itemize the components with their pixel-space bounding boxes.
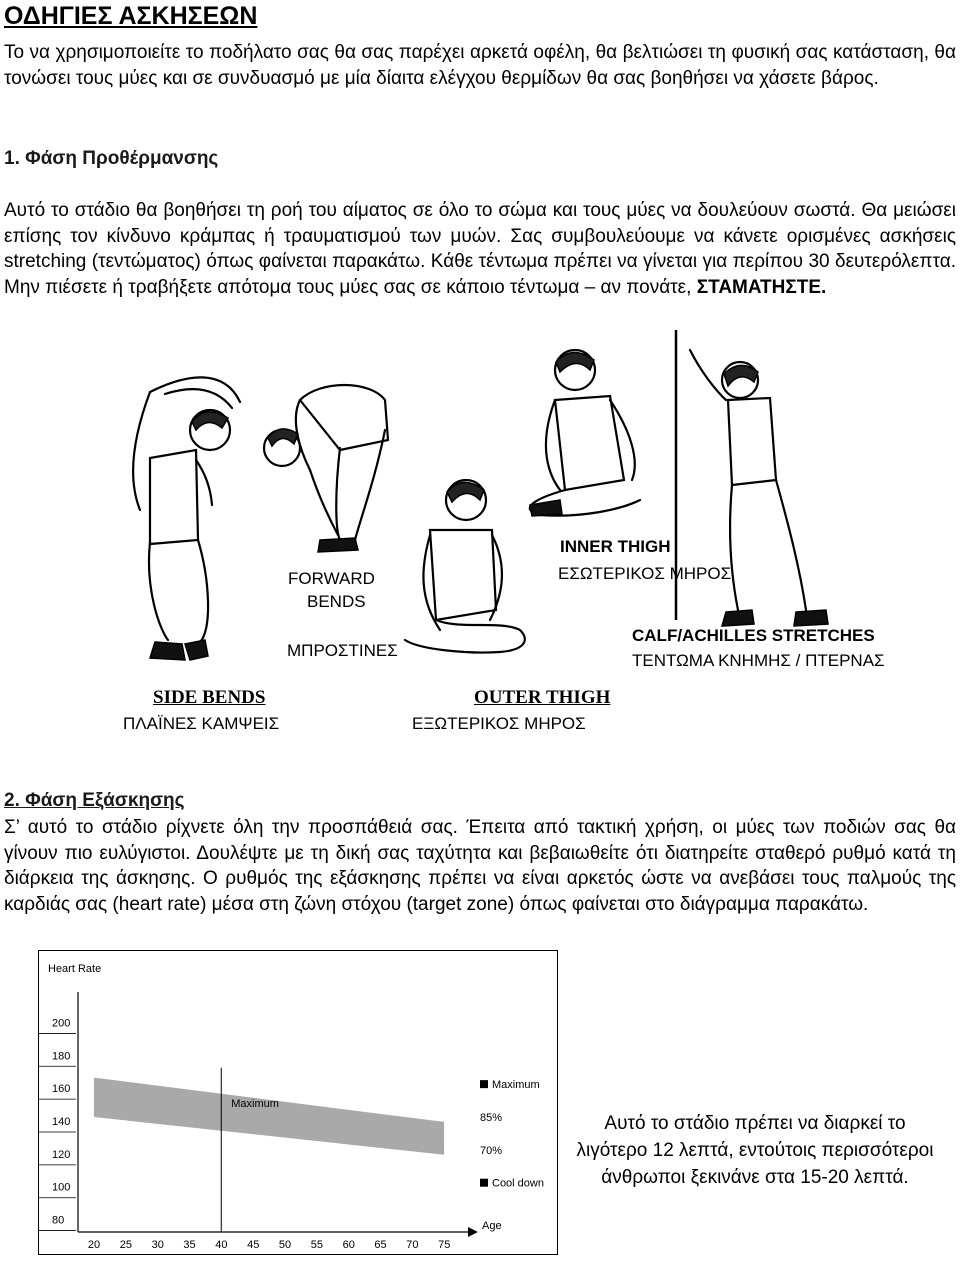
chart-y-tick: 200 bbox=[52, 1017, 71, 1030]
inner-thigh-gr: ΕΣΩΤΕΡΙΚΟΣ ΜΗΡΟΣ bbox=[558, 564, 732, 583]
chart-x-tick: 65 bbox=[374, 1239, 387, 1251]
side-bends-gr: ΠΛΑΪΝΕΣ ΚΑΜΨΕΙΣ bbox=[123, 714, 280, 733]
outer-thigh-en: OUTER THIGH bbox=[474, 687, 611, 708]
chart-x-tick: 25 bbox=[119, 1239, 132, 1251]
chart-y-tick: 80 bbox=[52, 1214, 65, 1227]
forward-bends-gr: ΜΠΡΟΣΤΙΝΕΣ bbox=[287, 641, 398, 660]
heart-rate-chart bbox=[38, 950, 558, 1255]
chart-x-tick: 50 bbox=[278, 1239, 292, 1251]
chart-x-tick: 30 bbox=[151, 1239, 164, 1251]
chart-x-label: Age bbox=[482, 1220, 502, 1232]
legend-cool-marker bbox=[480, 1179, 488, 1187]
chart-y-tick: 100 bbox=[52, 1181, 71, 1194]
calf-stretch-en: CALF/ACHILLES STRETCHES bbox=[632, 626, 875, 645]
side-bends-en: SIDE BENDS bbox=[153, 687, 266, 708]
chart-x-tick: 20 bbox=[87, 1239, 101, 1251]
legend-85-label: 85% bbox=[480, 1112, 503, 1124]
legend-cool-label: Cool down bbox=[492, 1177, 544, 1190]
chart-x-tick: 40 bbox=[215, 1239, 228, 1251]
chart-x-tick: 70 bbox=[406, 1239, 419, 1251]
page-title: ΟΔΗΓΙΕΣ ΑΣΚΗΣΕΩΝ bbox=[4, 2, 258, 30]
forward-bends-en-line1: FORWARD bbox=[288, 569, 375, 588]
warmup-stop-text: ΣΤΑΜΑΤΗΣΤΕ. bbox=[696, 276, 827, 298]
legend-max-label: Maximum bbox=[492, 1079, 540, 1092]
chart-x-tick: 75 bbox=[438, 1239, 451, 1251]
chart-y-label: Heart Rate bbox=[48, 963, 102, 975]
chart-y-tick: 120 bbox=[52, 1148, 71, 1161]
forward-bends-en-line2: BENDS bbox=[307, 592, 366, 611]
forward-bend-figure bbox=[264, 385, 388, 552]
chart-x-tick: 60 bbox=[342, 1239, 355, 1251]
chart-x-arrow bbox=[468, 1227, 478, 1237]
chart-x-tick: 45 bbox=[247, 1239, 260, 1251]
inner-thigh-figure bbox=[530, 350, 640, 516]
target-zone-band bbox=[94, 1078, 444, 1155]
chart-x-tick: 55 bbox=[310, 1239, 323, 1251]
side-bend-figure bbox=[133, 377, 240, 660]
chart-y-tick: 140 bbox=[52, 1116, 71, 1128]
exercise-paragraph: Σ’ αυτό το στάδιο ρίχνετε όλη την προσπάθειά σας. Έπειτα από τακτική χρήση, οι μύες των ποδιών σας θα γίνουν πιο ευλύγιστοι. Δουλέψτε με τη δική σας ταχύτητα και βεβαιωθείτε ότι διατηρείτε σταθερό ρυθμό κατά τη διάρκεια της άσκησης. Ο ρυθμός της εξάσκησης πρέπει να είναι αρκετός ώστε να ανεβάσει τους παλμούς της καρδιάς σας (heart rate) μέσα στη ζώνη στόχου (target zone) όπως φαίνεται στο διάγραμμα παρακάτω. bbox=[4, 817, 956, 915]
warmup-paragraph bbox=[4, 198, 956, 300]
calf-stretch-gr: ΤΕΝΤΩΜΑ ΚΝΗΜΗΣ / ΠΤΕΡΝΑΣ bbox=[632, 651, 885, 670]
outer-thigh-figure bbox=[405, 480, 525, 653]
duration-note: Αυτό το στάδιο πρέπει να διαρκεί το λιγότερο 12 λεπτά, εντούτοις περισσότεροι άνθρωποι ξεκινάνε στα 15-20 λεπτά. bbox=[576, 1113, 934, 1188]
legend-70-label: 70% bbox=[480, 1144, 503, 1157]
warmup-heading: 1. Φάση Προθέρμανσης bbox=[4, 148, 219, 169]
chart-inner-label: Maximum bbox=[231, 1098, 279, 1111]
inner-thigh-en: INNER THIGH bbox=[560, 537, 671, 556]
chart-y-tick: 160 bbox=[52, 1083, 71, 1096]
warmup-text: Αυτό το στάδιο θα βοηθήσει τη ροή του αίματος σε όλο το σώμα και τους μύες να δουλεύουν σωστά. Θα μειώσει επίσης τον κίνδυνο κράμπας ή τραυματισμού των μυών. Σας συμβουλεύουμε να κάνετε ορισμένες ασκήσεις stretching (τεντώματος) όπως φαίνεται παρακάτω. Κάθε τέντωμα πρέπει να γίνεται για περίπου 30 δευτερόλεπτα. Μην πιέσετε ή τραβήξετε απότομα τους μύες σας σε κάποιο τέντωμα – αν πονάτε, bbox=[4, 200, 956, 298]
chart-x-tick: 35 bbox=[183, 1239, 196, 1251]
chart-y-tick: 180 bbox=[52, 1050, 71, 1063]
exercise-heading: 2. Φάση Εξάσκησης bbox=[4, 790, 185, 811]
legend-max-marker bbox=[480, 1080, 488, 1088]
outer-thigh-gr: ΕΞΩΤΕΡΙΚΟΣ ΜΗΡΟΣ bbox=[412, 714, 586, 733]
intro-paragraph: Το να χρησιμοποιείτε το ποδήλατο σας θα σας παρέχει αρκετά οφέλη, θα βελτιώσει τη φυσική σας κατάσταση, θα τονώσει τους μύες και σε συνδυασμό με μία δίαιτα ελέγχου θερμίδων θα σας βοηθήσει να χάσετε βάρος. bbox=[4, 42, 956, 89]
